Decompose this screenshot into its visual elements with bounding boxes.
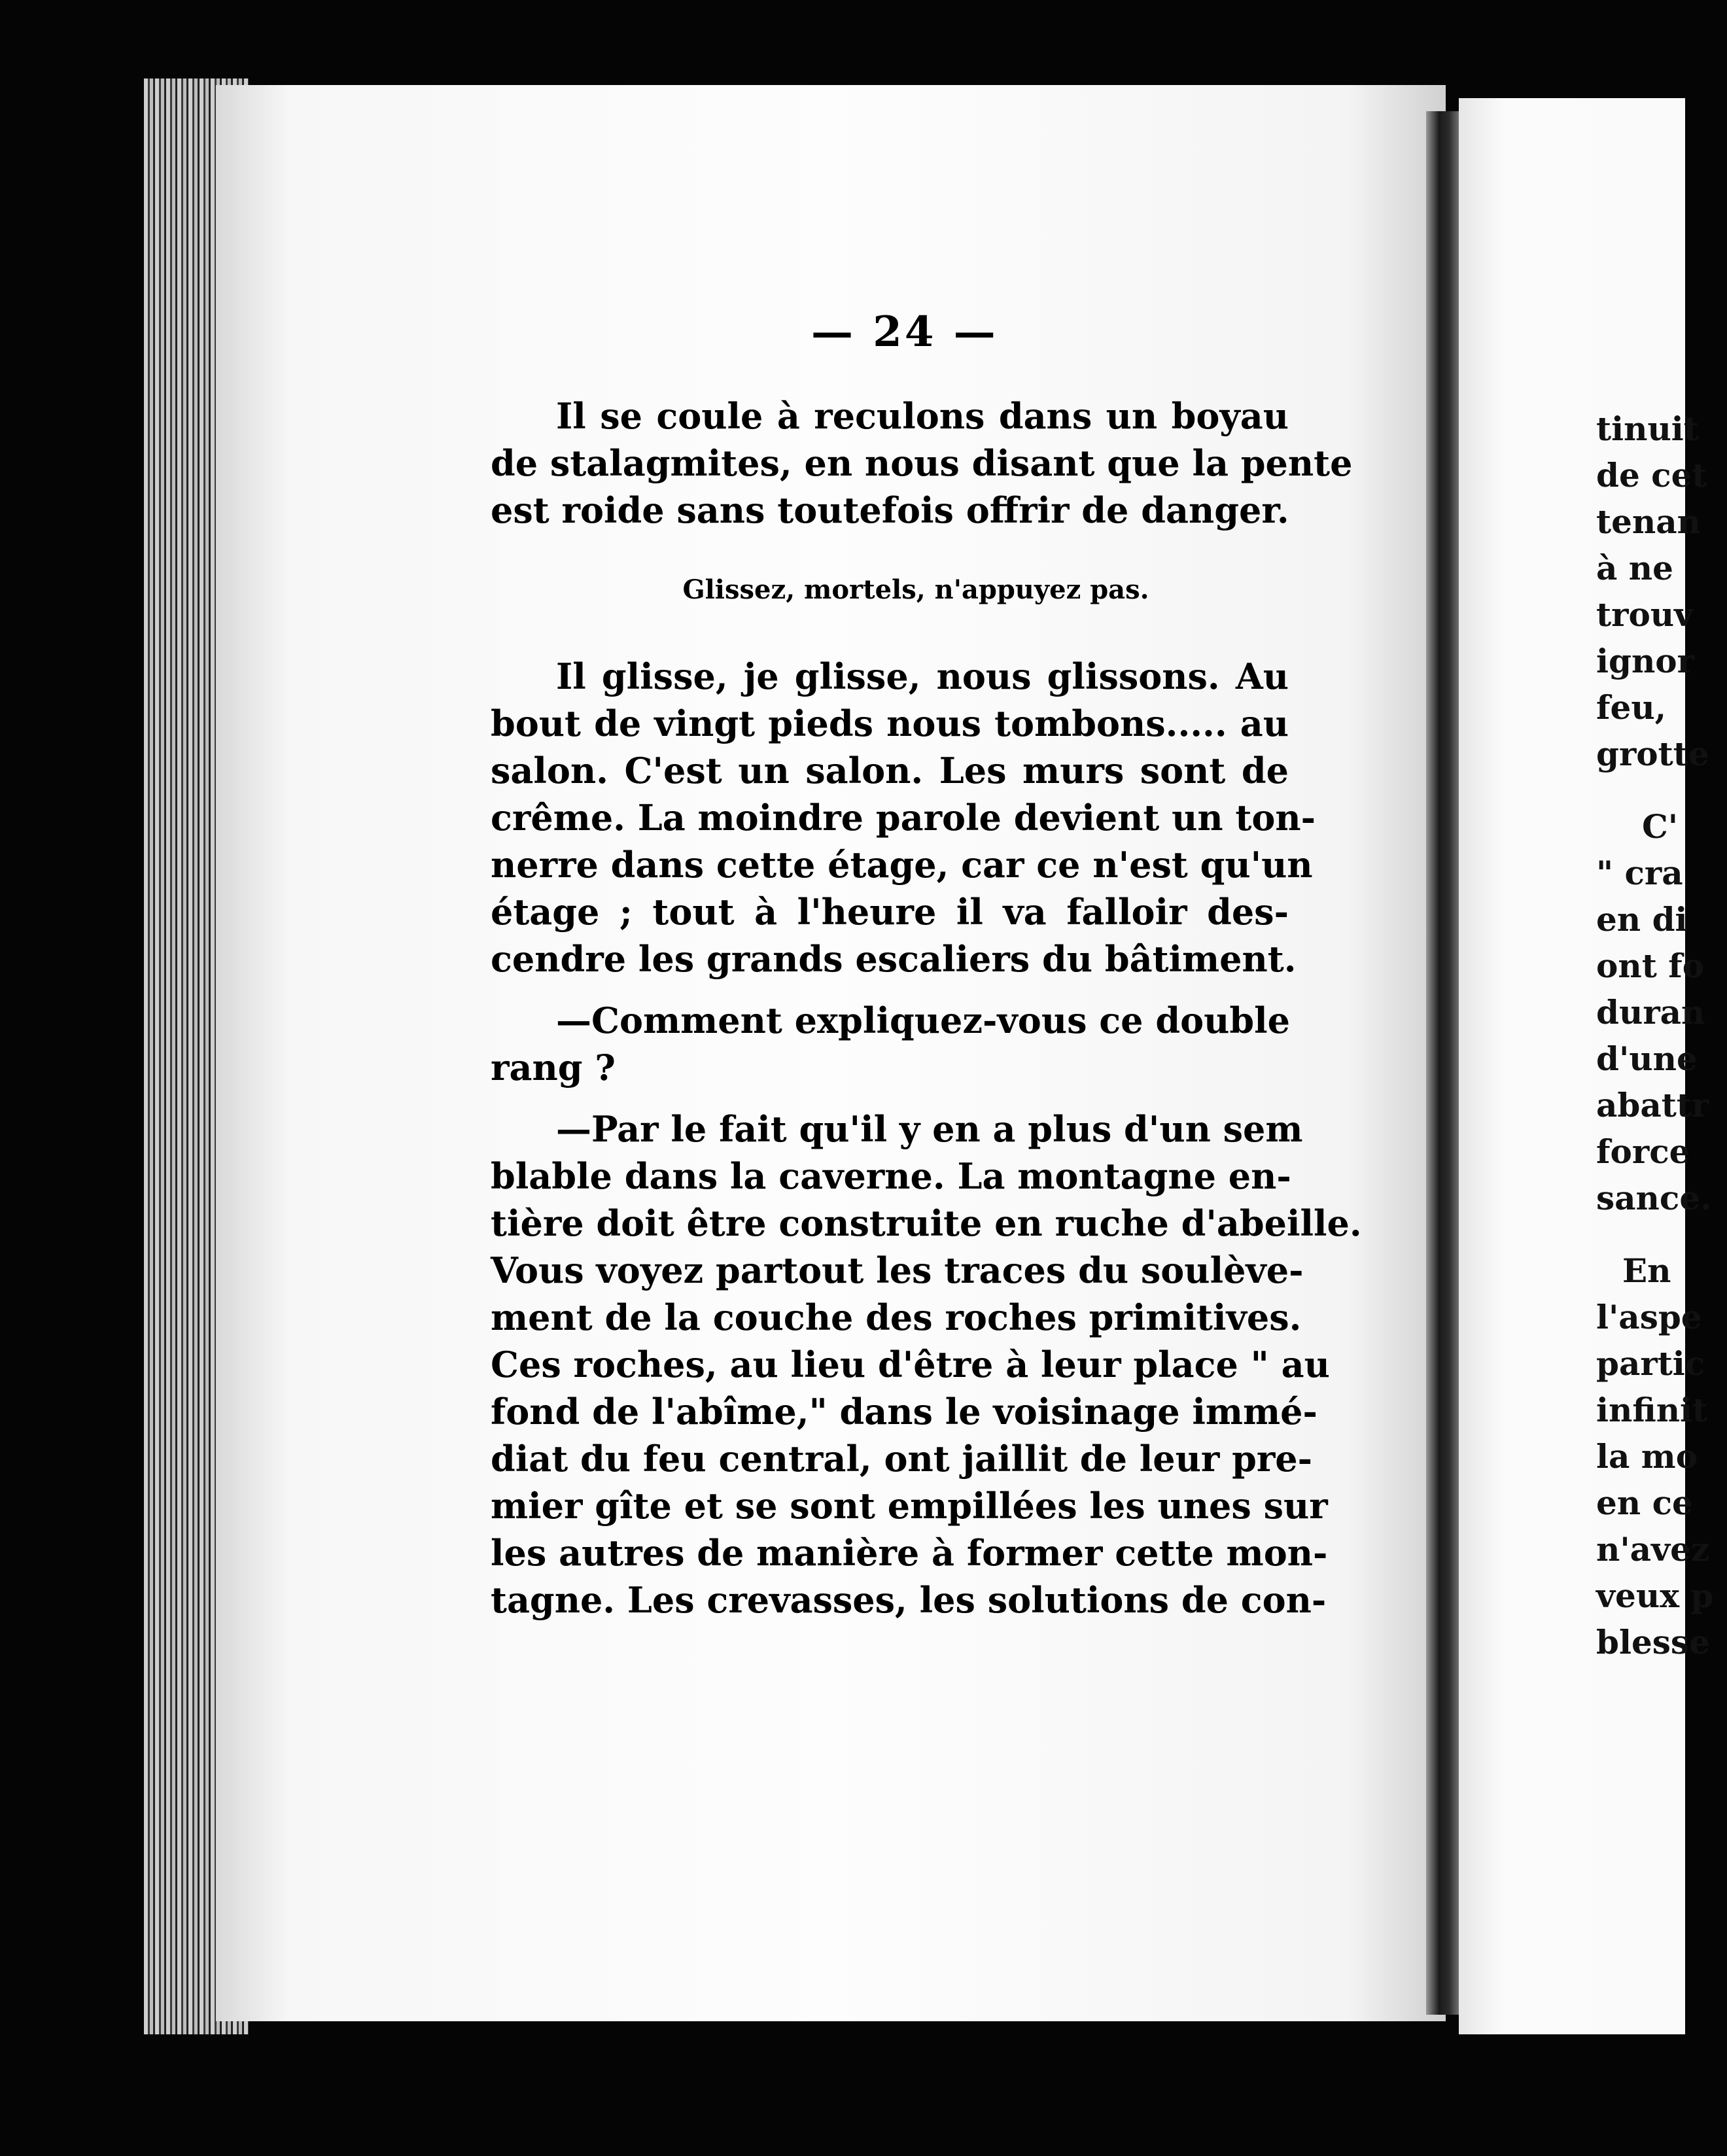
- text-line: crême. La moindre parole devient un ton-: [491, 797, 1316, 839]
- text-fragment: grotte: [1596, 735, 1709, 773]
- text-line: —Par le fait qu'il y en a plus d'un sem: [556, 1108, 1303, 1150]
- text-line: nerre dans cette étage, car ce n'est qu'un: [491, 844, 1313, 886]
- text-line: les autres de manière à former cette mon-: [491, 1532, 1328, 1574]
- text-line: diat du feu central, ont jaillit de leur pre-: [491, 1438, 1313, 1480]
- book-gutter: [1426, 111, 1459, 2015]
- text-line: ment de la couche des roches primitives.: [491, 1296, 1302, 1338]
- text-fragment: en di: [1596, 900, 1688, 939]
- text-line: —Comment expliquez-vous ce double: [556, 1000, 1290, 1041]
- page-number: — 24 —: [811, 307, 998, 356]
- text-fragment: tinuit: [1596, 409, 1699, 448]
- text-line: blable dans la caverne. La montagne en-: [491, 1155, 1291, 1197]
- text-line: est roide sans toutefois offrir de danger.: [491, 489, 1289, 531]
- text-line: de stalagmites, en nous disant que la pente: [491, 442, 1353, 484]
- text-fragment: En: [1622, 1251, 1671, 1290]
- text-fragment: l'aspe: [1596, 1298, 1702, 1336]
- text-fragment: en ce: [1596, 1484, 1693, 1522]
- text-line: salon. C'est un salon. Les murs sont de: [491, 750, 1289, 791]
- text-fragment: tenan: [1596, 502, 1701, 541]
- text-fragment: de cet: [1596, 456, 1707, 495]
- text-fragment: partic: [1596, 1344, 1705, 1383]
- text-fragment: la mo: [1596, 1437, 1698, 1476]
- right-page-text: [1596, 406, 1727, 1665]
- text-fragment: feu,: [1596, 688, 1667, 727]
- text-fragment: blesse: [1596, 1623, 1710, 1661]
- text-line: Il glisse, je glisse, nous glissons. Au: [556, 655, 1289, 697]
- text-line: tagne. Les crevasses, les solutions de con-: [491, 1579, 1327, 1621]
- text-fragment: " cra: [1596, 854, 1683, 892]
- text-fragment: ignor: [1596, 642, 1694, 680]
- motto: Glissez, mortels, n'appuyez pas.: [682, 574, 1149, 605]
- text-line: fond de l'abîme," dans le voisinage immé-: [491, 1391, 1317, 1433]
- text-line: cendre les grands escaliers du bâtiment.: [491, 938, 1297, 980]
- text-line: Ces roches, au lieu d'être à leur place " au: [491, 1344, 1330, 1385]
- text-fragment: d'une: [1596, 1039, 1698, 1078]
- text-fragment: force: [1596, 1132, 1690, 1171]
- text-fragment: n'avez: [1596, 1530, 1710, 1569]
- text-fragment: duran: [1596, 993, 1705, 1032]
- text-fragment: sance.: [1596, 1179, 1712, 1217]
- text-line: rang ?: [491, 1047, 616, 1088]
- text-fragment: veux p: [1596, 1576, 1714, 1615]
- text-fragment: trouv: [1596, 595, 1694, 634]
- text-line: étage ; tout à l'heure il va falloir des-: [491, 891, 1289, 933]
- text-line: bout de vingt pieds nous tombons..... au: [491, 703, 1289, 744]
- text-fragment: abattr: [1596, 1086, 1709, 1124]
- text-fragment: C': [1642, 807, 1679, 846]
- text-fragment: ont fo: [1596, 947, 1705, 985]
- left-page-text: [491, 392, 1362, 1624]
- text-line: mier gîte et se sont empillées les unes sur: [491, 1485, 1328, 1527]
- text-line: Il se coule à reculons dans un boyau: [556, 395, 1289, 437]
- text-fragment: à ne: [1596, 549, 1673, 587]
- text-fragment: infinit: [1596, 1391, 1708, 1429]
- text-line: tière doit être construite en ruche d'abeille.: [491, 1202, 1362, 1244]
- text-line: Vous voyez partout les traces du soulève-: [491, 1249, 1304, 1291]
